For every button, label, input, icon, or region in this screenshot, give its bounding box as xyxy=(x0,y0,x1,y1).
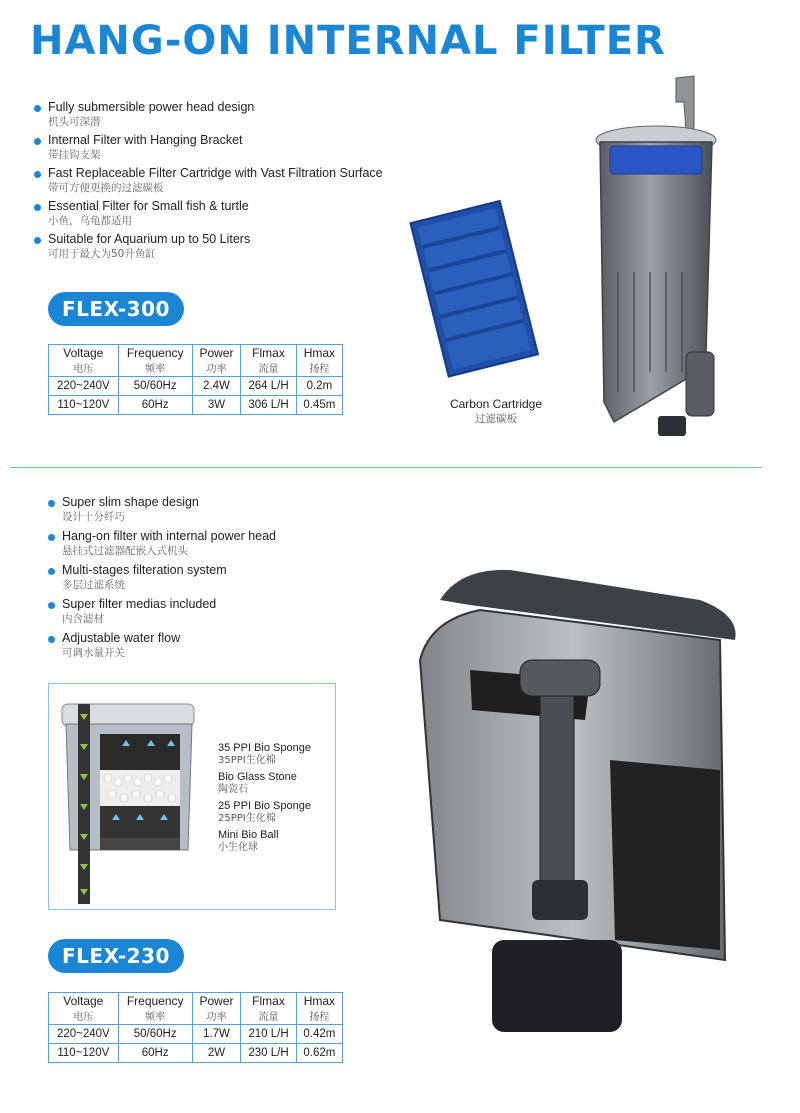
layer-label: 25 PPI Bio Sponge 25PPI生化棉 xyxy=(218,800,311,824)
feature-item: Essential Filter for Small fish & turtle 小鱼，乌龟都适用 xyxy=(34,199,383,228)
table-row xyxy=(49,396,343,415)
table-row xyxy=(49,1025,343,1044)
model-badge-flex230: FLEX-230 xyxy=(48,939,184,973)
feature-item: Suitable for Aquarium up to 50 Liters 可用于最大为50升鱼缸 xyxy=(34,232,383,261)
table-cell: 0.2m xyxy=(296,377,342,396)
table-cell: 0.62m xyxy=(296,1044,342,1063)
feature-item: Super filter medias included 内含滤材 xyxy=(48,597,276,626)
flex300-feature-list xyxy=(34,100,383,265)
table-cell: 220~240V xyxy=(49,1025,119,1044)
table-header-cell: Frequency 频率 xyxy=(118,993,192,1025)
page-title: HANG-ON INTERNAL FILTER xyxy=(30,18,666,64)
feature-item: Multi-stages filteration system 多层过滤系统 xyxy=(48,563,276,592)
table-cell: 110~120V xyxy=(49,1044,119,1063)
table-header-cell: Flmax 流量 xyxy=(241,345,297,377)
feature-item: Internal Filter with Hanging Bracket 带挂钩支架 xyxy=(34,133,383,162)
feature-item: Fast Replaceable Filter Cartridge with Vast Filtration Surface 带可方便更换的过滤碳板 xyxy=(34,166,383,195)
table-cell: 2.4W xyxy=(192,377,241,396)
table-cell: 60Hz xyxy=(118,396,192,415)
table-header-cell: Voltage 电压 xyxy=(49,345,119,377)
section-divider xyxy=(10,467,762,468)
table-header-cell: Power 功率 xyxy=(192,993,241,1025)
layer-label: Bio Glass Stone 陶瓷石 xyxy=(218,771,297,795)
table-header-row xyxy=(49,993,343,1025)
feature-item: Hang-on filter with internal power head 悬挂式过滤器配嵌入式机头 xyxy=(48,529,276,558)
table-cell: 50/60Hz xyxy=(118,377,192,396)
feature-item: Fully submersible power head design 机头可深潜 xyxy=(34,100,383,129)
layer-label: Mini Bio Ball 小生化球 xyxy=(218,829,279,853)
table-cell: 220~240V xyxy=(49,377,119,396)
flex300-product-image xyxy=(588,72,728,447)
feature-item: Super slim shape design 设计十分纤巧 xyxy=(48,495,276,524)
table-header-cell: Voltage 电压 xyxy=(49,993,119,1025)
table-cell: 210 L/H xyxy=(241,1025,297,1044)
flex230-product-image xyxy=(400,560,745,1040)
table-cell: 1.7W xyxy=(192,1025,241,1044)
table-header-cell: Frequency 频率 xyxy=(118,345,192,377)
table-header-cell: Flmax 流量 xyxy=(241,993,297,1025)
table-cell: 60Hz xyxy=(118,1044,192,1063)
table-cell: 3W xyxy=(192,396,241,415)
filtration-layer-labels xyxy=(218,742,311,858)
table-row xyxy=(49,377,343,396)
table-cell: 306 L/H xyxy=(241,396,297,415)
table-header-cell: Power 功率 xyxy=(192,345,241,377)
table-cell: 50/60Hz xyxy=(118,1025,192,1044)
table-header-cell: Hmax 扬程 xyxy=(296,345,342,377)
table-header-row xyxy=(49,345,343,377)
table-header-cell: Hmax 扬程 xyxy=(296,993,342,1025)
carbon-cartridge-label: Carbon Cartridge 过滤碳板 xyxy=(449,397,543,425)
flex230-feature-list xyxy=(48,495,276,665)
table-cell: 0.42m xyxy=(296,1025,342,1044)
layer-label: 35 PPI Bio Sponge 35PPI生化棉 xyxy=(218,742,311,766)
table-cell: 110~120V xyxy=(49,396,119,415)
table-cell: 2W xyxy=(192,1044,241,1063)
table-cell: 0.45m xyxy=(296,396,342,415)
carbon-cartridge-image xyxy=(398,198,548,378)
spec-table-flex230 xyxy=(48,992,343,1063)
filtration-diagram-image xyxy=(56,690,216,905)
table-row xyxy=(49,1044,343,1063)
spec-table-flex300 xyxy=(48,344,343,415)
table-cell: 230 L/H xyxy=(241,1044,297,1063)
model-badge-flex300: FLEX-300 xyxy=(48,292,184,326)
table-cell: 264 L/H xyxy=(241,377,297,396)
feature-item: Adjustable water flow 可调水量开关 xyxy=(48,631,276,660)
